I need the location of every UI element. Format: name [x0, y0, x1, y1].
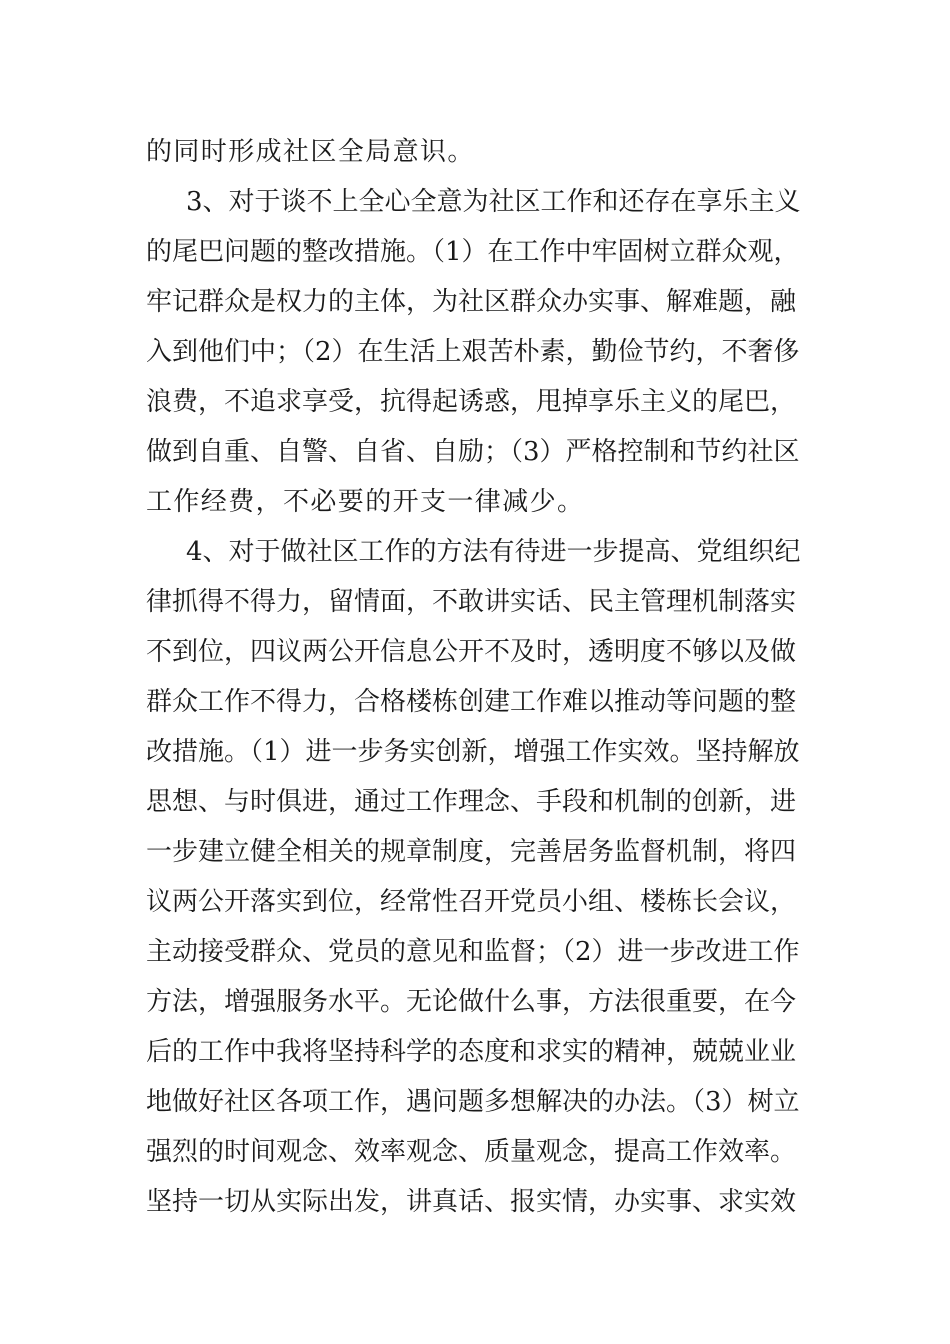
text-line-8: 工作经费，不必要的开支一律减少。 — [146, 487, 585, 517]
text-line-5: 入到他们中；（2）在生活上艰苦朴素，勤俭节约，不奢侈 — [146, 337, 800, 367]
text-line-18: 方法，增强服务水平。无论做什么事，方法很重要，在今 — [146, 987, 797, 1017]
text-line-3: 的尾巴问题的整改措施。（1）在工作中牢固树立群众观， — [146, 237, 800, 267]
text-line-4: 牢记群众是权力的主体，为社区群众办实事、解难题，融 — [146, 287, 797, 317]
text-line-2: 3、对于谈不上全心全意为社区工作和还存在享乐主义 — [186, 187, 801, 217]
text-line-11: 不到位，四议两公开信息公开不及时，透明度不够以及做 — [146, 637, 797, 667]
text-line-6: 浪费，不追求享受，抗得起诱惑，甩掉享乐主义的尾巴， — [146, 387, 797, 417]
text-line-21: 强烈的时间观念、效率观念、质量观念，提高工作效率。 — [146, 1137, 797, 1167]
text-line-1: 的同时形成社区全局意识。 — [146, 137, 475, 167]
text-line-12: 群众工作不得力，合格楼栋创建工作难以推动等问题的整 — [146, 687, 797, 717]
text-line-10: 律抓得不得力，留情面，不敢讲实话、民主管理机制落实 — [146, 587, 797, 617]
text-line-19: 后的工作中我将坚持科学的态度和求实的精神，兢兢业业 — [146, 1037, 797, 1067]
text-line-15: 一步建立健全相关的规章制度，完善居务监督机制，将四 — [146, 837, 797, 867]
text-line-13: 改措施。（1）进一步务实创新，增强工作实效。坚持解放 — [146, 737, 800, 767]
text-line-14: 思想、与时俱进，通过工作理念、手段和机制的创新，进 — [146, 787, 797, 817]
text-line-16: 议两公开落实到位，经常性召开党员小组、楼栋长会议， — [146, 887, 797, 917]
text-line-20: 地做好社区各项工作，遇问题多想解决的办法。（3）树立 — [146, 1087, 800, 1117]
text-line-17: 主动接受群众、党员的意见和监督；（2）进一步改进工作 — [146, 937, 800, 967]
text-line-9: 4、对于做社区工作的方法有待进一步提高、党组织纪 — [186, 537, 801, 567]
text-line-7: 做到自重、自警、自省、自励；（3）严格控制和节约社区 — [146, 437, 800, 467]
text-line-22: 坚持一切从实际出发，讲真话、报实情，办实事、求实效 — [146, 1187, 797, 1217]
